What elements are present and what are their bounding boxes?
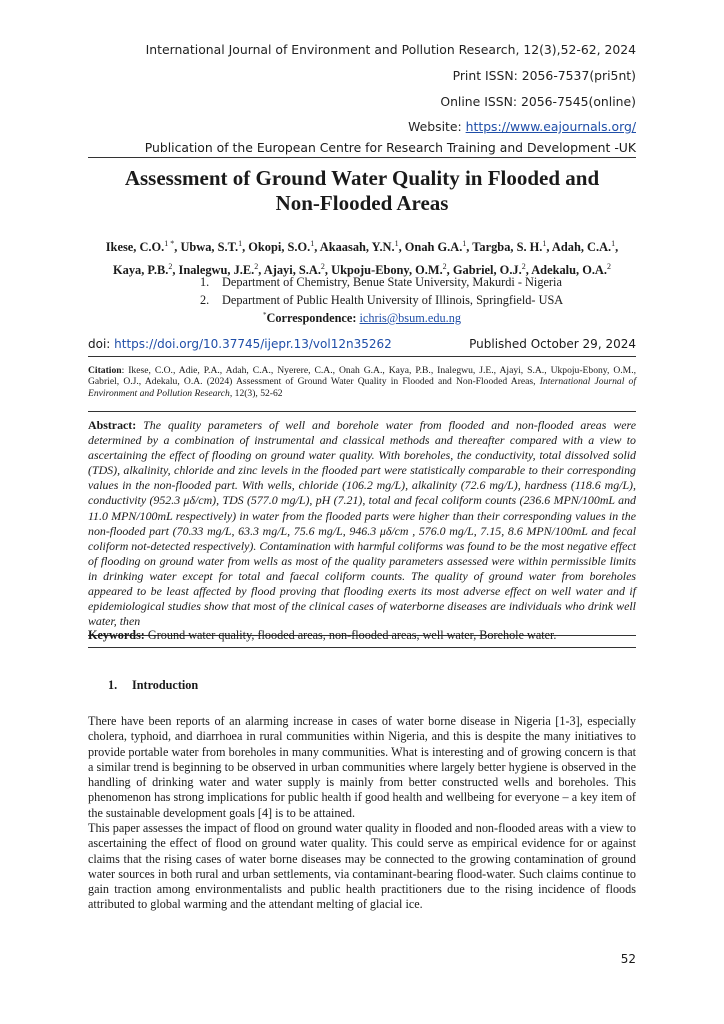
- author-affiliation-mark: 1: [394, 239, 399, 248]
- abstract: [88, 418, 636, 629]
- website-link[interactable]: https://www.eajournals.org/: [465, 119, 636, 134]
- published-date: Published October 29, 2024: [469, 337, 636, 351]
- author-affiliation-mark: 2: [521, 262, 526, 272]
- page-number: 52: [620, 952, 636, 966]
- keywords-label: Keywords:: [88, 628, 145, 642]
- author-line-1: Ikese, C.O.$^{1 *}$, Ubwa, S.T.$^1$, Okopi, S.O.$^1$, Akaasah, Y.N.$^1$, Onah G.A.$^1$, Targba, S. H.$^1$, Adah, C.A.$^1$,: [105, 239, 619, 255]
- correspondence: [88, 311, 636, 326]
- affiliation-text: Department of Chemistry, Benue State University, Makurdi - Nigeria: [222, 275, 562, 289]
- keywords-text: Ground water quality, flooded areas, non-flooded areas, well water, Borehole water.: [144, 628, 557, 642]
- doi-label: doi:: [88, 337, 115, 351]
- paper-title: [88, 166, 636, 216]
- author-affiliation-mark: 2: [320, 262, 325, 272]
- section-title: Introduction: [132, 678, 199, 692]
- abstract-box: [88, 411, 636, 636]
- author-name: Ukpoju-Ebony, O.M.: [331, 263, 443, 278]
- author-name: Onah G.A.: [404, 240, 463, 255]
- website-line: [408, 119, 636, 134]
- doi-link[interactable]: https://doi.org/10.37745/ijepr.13/vol12n35262: [114, 337, 392, 351]
- citation: [88, 365, 636, 399]
- section-heading: [108, 678, 198, 693]
- author-name: Okopi, S.O.: [248, 240, 311, 255]
- author-affiliation-mark: 1: [238, 239, 243, 248]
- title-line-2: Non-Flooded Areas: [275, 191, 449, 215]
- author-affiliation-mark: 1 *: [164, 239, 175, 248]
- keywords: [88, 628, 636, 648]
- affiliation-2: [200, 292, 640, 309]
- author-name: Inalegwu, J.E.: [178, 263, 255, 278]
- affiliation-text: Department of Public Health University of Illinois, Springfield- USA: [222, 293, 564, 307]
- author-affiliation-mark: 1: [462, 239, 467, 248]
- author-affiliation-mark: 2: [606, 262, 611, 272]
- affiliation-number: 2.: [200, 293, 210, 307]
- citation-label: Citation: [88, 365, 122, 376]
- affiliation-1: [200, 274, 640, 291]
- correspondence-mark: *: [262, 311, 267, 319]
- title-line-1: Assessment of Ground Water Quality in Flooded and: [124, 166, 600, 190]
- author-name: Adah, C.A.: [551, 240, 612, 255]
- author-name: Ajayi, S.A.: [263, 263, 321, 278]
- affiliation-number: 1.: [200, 275, 210, 289]
- author-affiliation-mark: 2: [254, 262, 259, 272]
- print-issn: Print ISSN: 2056-7537(pri5nt): [452, 68, 636, 83]
- abstract-text: The quality parameters of well and borehole water from flooded and non-flooded areas were determined by a combination of instrumental and classical methods and thereafter compared with a view to ascertaining the effect of flooding on ground water quality. With boreholes, the conductivity, total dissolved solid (TDS), alkalinity, chloride and zinc levels in the flooded part were statistically comparable to their corresponding values in the non-flooded part. With wells, chloride (106.2 mg/L), alkalinity (72.6 mg/L), hardness (118.6 mg/L), conductivity (952.3 μδ/cm), TDS (577.0 mg/L), pH (7.21), total and fecal coliform counts (236.6 MPN/100mL and 11.0 MPN/100mL respectively) in water from the flooded parts were higher than their corresponding values in the non-flooded part (70.33 mg/L, 63.3 mg/L, 75.6 mg/L, 946.3 μδ/cm , 576.0 mg/L, 7.15, 8.6 MPN/100mL and fecal coliform not-detected respectively). Contamination with harmful coliforms was found to be the most negative effect of flooding on ground water from wells as most of the quality parameters assessed were within permissible limits in drinking water except for total and faecal coliform counts. The quality of ground water from boreholes appeared to be least affected by flood proving that flooding exerts its most adverse effect on well water and if epidemiological studies show that most of the clinical cases of waterborne diseases are individuals who drink well water, then: [88, 418, 636, 629]
- author-name: Kaya, P.B.: [113, 263, 169, 278]
- doi-row: [88, 337, 636, 357]
- author-name: Targba, S. H.: [472, 240, 543, 255]
- author-affiliation-mark: 2: [168, 262, 173, 272]
- author-name: Ikese, C.O.: [105, 240, 165, 255]
- correspondence-label: Correspondence:: [266, 311, 360, 326]
- abstract-label: Abstract:: [88, 418, 137, 432]
- author-name: Ubwa, S.T.: [180, 240, 239, 255]
- publisher-line: Publication of the European Centre for Research Training and Development -UK: [88, 140, 636, 158]
- citation-text: : Ikese, C.O., Adie, P.A., Adah, C.A., Nyerere, C.A., Onah G.A., Kaya, P.B., Inalegwu, J.E., Ajayi, S.A., Ukpoju-Ebony, O.M., Gabriel, O.J., Adekalu, O.A. (2024) Assessment of Ground Water Quality in Flooded and Non-Flooded Areas,: [88, 365, 636, 388]
- citation-journal: International Journal of Environment and Pollution Research: [88, 376, 636, 399]
- author-name: Akaasah, Y.N.: [319, 240, 395, 255]
- citation-tail: , 12(3), 52-62: [229, 387, 283, 399]
- section-number: 1.: [108, 678, 118, 692]
- author-affiliation-mark: 1: [310, 239, 315, 248]
- intro-paragraph-2: This paper assesses the impact of flood on ground water quality in flooded and non-flooded areas with a view to ascertaining the effect of flood on ground water quality. This could serve as empirical evidence for or against claims that the rising cases of water borne diseases may be connected to the growing contamination of ground water sources in both rural and urban settlements, via contaminant-bearing flood-water. Such claims continue to gain traction among environmentalists and public health practitioners due to the rising incidence of floods attributed to global warming and the attendant melting of glacial ice.: [88, 821, 636, 912]
- author-name: Adekalu, O.A.: [531, 263, 607, 278]
- author-affiliation-mark: 1: [611, 239, 616, 248]
- author-line-2: Kaya, P.B.$^2$, Inalegwu, J.E.$^2$, Ajayi, S.A.$^2$, Ukpoju-Ebony, O.M.$^2$, Gabriel, O.J.$^2$, Adekalu, O.A.$^2$: [113, 262, 611, 278]
- journal-header: International Journal of Environment and Pollution Research, 12(3),52-62, 2024: [145, 42, 636, 57]
- intro-paragraph-1: There have been reports of an alarming increase in cases of water borne disease in Nigeria [1-3], especially cholera, typhoid, and diarrhoea in rural communities within Nigeria, and this is despite the many initiatives to provide portable water from boreholes in many communities. What is interesting and of growing concern is that a similar trend is beginning to be observed in urban communities where largely better hygiene is observed in the handling of drinking water and water supply is mainly from better constructed wells and boreholes. This phenomenon has strong implications for public health if good health and wellbeing for everyone – a key item of the sustainable development goals [4] is to be attained.: [88, 714, 636, 820]
- author-affiliation-mark: 2: [442, 262, 447, 272]
- correspondence-email-link[interactable]: ichris@bsum.edu.ng: [359, 311, 461, 326]
- website-label: Website:: [408, 119, 466, 134]
- online-issn: Online ISSN: 2056-7545(online): [440, 94, 636, 109]
- author-name: Gabriel, O.J.: [452, 263, 522, 278]
- author-affiliation-mark: 1: [542, 239, 547, 248]
